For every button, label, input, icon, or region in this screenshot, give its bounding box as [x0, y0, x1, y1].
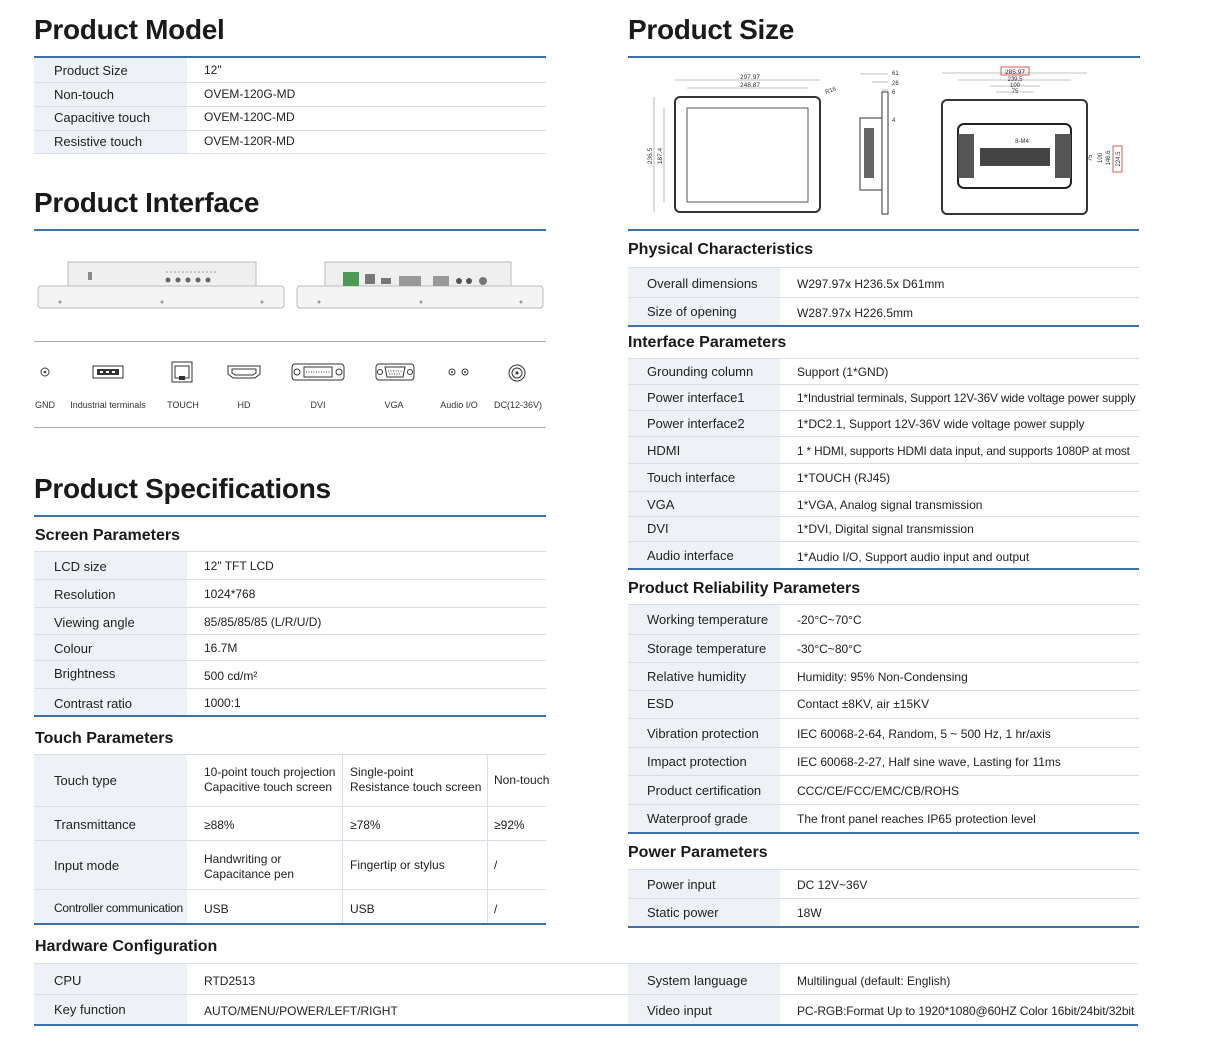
port-caption: Industrial terminals: [70, 400, 146, 410]
screen-row-value: 500 cd/m²: [204, 669, 258, 683]
model-row-label: Resistive touch: [54, 134, 143, 149]
physical-row-label: Overall dimensions: [647, 276, 758, 291]
port-caption: DVI: [310, 400, 326, 410]
reliability-row-value: -30°C~80°C: [797, 642, 862, 656]
dc-power-port-icon: [507, 363, 527, 383]
dim-depth-label: 61: [892, 71, 899, 77]
touch-cell: Capacitance pen: [204, 867, 295, 881]
screen-row-label: Colour: [54, 641, 93, 656]
interface-row-label: Power interface2: [647, 416, 745, 431]
hdmi-port-icon: [227, 364, 261, 380]
interface-row-label: Touch interface: [647, 470, 736, 485]
touch-rj45-port-icon: [171, 361, 193, 383]
product-interface-rule: [34, 229, 546, 231]
interface-parameters-title: Interface Parameters: [628, 334, 787, 351]
hardware-row-label: System language: [647, 973, 748, 988]
port-caption: TOUCH: [167, 400, 199, 410]
screen-row-label: Viewing angle: [54, 615, 135, 630]
screen-row-label: Brightness: [54, 666, 116, 681]
touch-cell: Handwriting or: [204, 852, 282, 866]
dim-front-opening-width-label: 248.87: [740, 82, 760, 89]
touch-cell: ≥78%: [350, 818, 381, 832]
dim-front-height-label: 236.5: [647, 147, 654, 165]
touch-cell: Non-touch: [494, 773, 550, 787]
reliability-row-label: ESD: [647, 696, 674, 711]
reliability-row-label: Vibration protection: [647, 726, 759, 741]
power-parameters-title: Power Parameters: [628, 844, 768, 861]
product-model-title: Product Model: [34, 14, 225, 45]
interface-row-label: VGA: [647, 497, 675, 512]
touch-cell: USB: [204, 902, 229, 916]
interface-row-label: Grounding column: [647, 364, 754, 379]
dvi-port-icon: [291, 363, 345, 381]
touch-cell: ≥88%: [204, 818, 235, 832]
power-row-label: Static power: [647, 905, 719, 920]
touch-row-label: Controller communication: [54, 901, 183, 915]
hardware-row-value: PC-RGB:Format Up to 1920*1080@60HZ Color 16bit/24bit/32bit: [797, 1004, 1135, 1018]
interface-row-label: HDMI: [647, 443, 681, 458]
dim-back-height-label: 224.5: [1116, 151, 1122, 167]
physical-row-value: W287.97x H226.5mm: [797, 306, 914, 320]
interface-row-value: 1*VGA, Analog signal transmission: [797, 498, 983, 512]
product-interface-title: Product Interface: [34, 187, 260, 218]
dim-back-label: 239.5: [1007, 77, 1023, 83]
physical-characteristics-title: Physical Characteristics: [628, 241, 813, 258]
reliability-row-value: The front panel reaches IP65 protection level: [797, 812, 1036, 826]
touch-cell: Single-point: [350, 765, 414, 779]
hardware-configuration-title: Hardware Configuration: [35, 938, 218, 955]
interface-row-value: Support (1*GND): [797, 365, 889, 379]
screen-row-value: 1000:1: [204, 696, 241, 710]
reliability-row-value: Humidity: 95% Non-Condensing: [797, 670, 968, 684]
dim-front-opening-height-label: 187.4: [657, 147, 664, 165]
dim-back-label: 100: [1098, 152, 1104, 164]
dim-side-label: 26: [892, 81, 899, 87]
product-specifications-rule: [34, 515, 546, 517]
port-caption: DC(12-36V): [493, 400, 542, 410]
model-row-value: OVEM-120C-MD: [204, 110, 295, 124]
screen-row-value: 12" TFT LCD: [204, 559, 274, 573]
touch-cell: ≥92%: [494, 818, 525, 832]
dim-back-label: 146.6: [1106, 150, 1112, 166]
vga-port-icon: [375, 363, 415, 381]
dim-back-label: 100: [1009, 83, 1021, 89]
reliability-row-value: -20°C~70°C: [797, 613, 862, 627]
dimension-drawing: [640, 66, 1140, 220]
industrial-terminal-port-icon: [92, 364, 124, 380]
reliability-row-value: IEC 60068-2-64, Random, 5 ~ 500 Hz, 1 hr/axis: [797, 727, 1051, 741]
reliability-parameters-title: Product Reliability Parameters: [628, 580, 861, 597]
gnd-port-icon: [39, 366, 51, 378]
dim-front-width-label: 297.97: [740, 74, 760, 81]
dim-side-label: 4: [892, 118, 896, 124]
dim-side-label: 6: [892, 90, 896, 96]
device-bottom-view-image: [36, 258, 286, 312]
model-row-label: Non-touch: [54, 87, 114, 102]
touch-cell: /: [494, 902, 498, 916]
hardware-row-label: Video input: [647, 1003, 712, 1018]
interface-row-label: DVI: [647, 521, 669, 536]
interface-row-label: Audio interface: [647, 548, 734, 563]
power-row-label: Power input: [647, 877, 716, 892]
interface-row-value: 1 * HDMI, supports HDMI data input, and supports 1080P at most: [797, 444, 1130, 458]
reliability-row-label: Relative humidity: [647, 669, 746, 684]
product-size-title: Product Size: [628, 14, 794, 45]
hardware-row-label: CPU: [54, 973, 82, 988]
hardware-row-label: Key function: [54, 1002, 126, 1017]
port-caption: HD: [237, 400, 251, 410]
power-row-value: 18W: [797, 906, 822, 920]
screen-row-value: 1024*768: [204, 587, 256, 601]
dim-back-label: 75: [1011, 89, 1019, 95]
touch-row-label: Touch type: [54, 773, 117, 788]
reliability-row-label: Storage temperature: [647, 641, 767, 656]
interface-row-value: 1*DC2.1, Support 12V-36V wide voltage power supply: [797, 417, 1085, 431]
screen-label-column: [34, 551, 187, 715]
screen-row-label: Resolution: [54, 587, 116, 602]
physical-row-value: W297.97x H236.5x D61mm: [797, 277, 945, 291]
reliability-row-label: Waterproof grade: [647, 811, 748, 826]
dim-back-label: 75: [1088, 154, 1094, 162]
power-row-value: DC 12V~36V: [797, 878, 868, 892]
device-port-view-image: [295, 258, 545, 312]
touch-parameters-title: Touch Parameters: [35, 730, 174, 747]
physical-row-label: Size of opening: [647, 304, 737, 319]
port-caption: Audio I/O: [440, 400, 478, 410]
model-row-label: Product Size: [54, 63, 128, 78]
model-row-value: 12": [204, 63, 222, 77]
interface-row-value: 1*Audio I/O, Support audio input and output: [797, 550, 1030, 564]
interface-row-value: 1*DVI, Digital signal transmission: [797, 522, 974, 536]
dim-back-width-label: 285.97: [1005, 69, 1025, 76]
screen-row-label: Contrast ratio: [54, 696, 133, 711]
touch-row-label: Transmittance: [54, 817, 136, 832]
audio-io-port-icon: [447, 367, 471, 377]
screen-parameters-title: Screen Parameters: [35, 527, 180, 544]
screen-row-value: 16.7M: [204, 641, 238, 655]
touch-cell: /: [494, 858, 498, 872]
dim-screw-label: 8-M4: [1015, 139, 1029, 145]
touch-cell: Resistance touch screen: [350, 780, 482, 794]
interface-row-value: 1*TOUCH (RJ45): [797, 471, 891, 485]
reliability-row-label: Product certification: [647, 783, 762, 798]
touch-row-label: Input mode: [54, 858, 120, 873]
touch-cell: USB: [350, 902, 375, 916]
interface-row-label: Power interface1: [647, 390, 745, 405]
hardware-row-value: RTD2513: [204, 974, 256, 988]
port-caption: VGA: [384, 400, 404, 410]
product-specifications-title: Product Specifications: [34, 473, 331, 504]
model-row-value: OVEM-120G-MD: [204, 87, 296, 101]
reliability-row-label: Working temperature: [647, 612, 769, 627]
touch-cell: 10-point touch projection: [204, 765, 336, 779]
hardware-row-value: AUTO/MENU/POWER/LEFT/RIGHT: [204, 1004, 398, 1018]
interface-row-value: 1*Industrial terminals, Support 12V-36V wide voltage power supply: [797, 391, 1136, 405]
touch-cell: Fingertip or stylus: [350, 858, 445, 872]
product-size-rule: [628, 56, 1140, 58]
screen-row-label: LCD size: [54, 559, 107, 574]
touch-cell: Capacitive touch screen: [204, 780, 333, 794]
model-row-label: Capacitive touch: [54, 110, 151, 125]
reliability-row-value: CCC/CE/FCC/EMC/CB/ROHS: [797, 784, 960, 798]
reliability-row-value: Contact ±8KV, air ±15KV: [797, 697, 930, 711]
hardware-row-value: Multilingual (default: English): [797, 974, 951, 988]
reliability-row-label: Impact protection: [647, 754, 747, 769]
dim-radius-label: R16: [824, 86, 838, 96]
model-row-value: OVEM-120R-MD: [204, 134, 295, 148]
screen-row-value: 85/85/85/85 (L/R/U/D): [204, 615, 322, 629]
port-caption: GND: [35, 400, 55, 410]
reliability-row-value: IEC 60068-2-27, Half sine wave, Lasting for 11ms: [797, 755, 1061, 769]
